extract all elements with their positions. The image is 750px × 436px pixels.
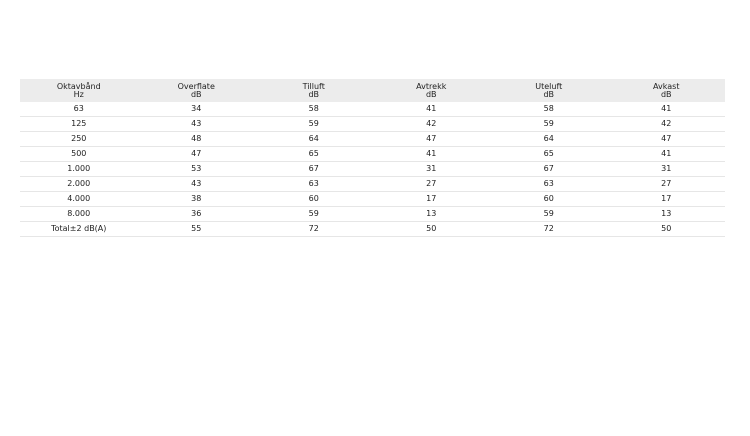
table-cell: 67 bbox=[255, 162, 373, 177]
table-cell: 58 bbox=[255, 102, 373, 117]
table-cell: 47 bbox=[373, 132, 491, 147]
table-cell: 13 bbox=[608, 207, 726, 222]
table-row bbox=[20, 102, 725, 117]
table-cell: 4.000 bbox=[20, 192, 138, 207]
table-row bbox=[20, 207, 725, 222]
header-row bbox=[20, 79, 725, 102]
table-cell: 36 bbox=[138, 207, 256, 222]
header-unit: dB bbox=[308, 89, 320, 99]
table-cell: 48 bbox=[138, 132, 256, 147]
table-header bbox=[20, 79, 725, 102]
header-unit: dB bbox=[425, 89, 437, 99]
header-supply-air bbox=[255, 79, 373, 102]
header-surface bbox=[138, 79, 256, 102]
header-label: Oktavbånd bbox=[56, 81, 101, 91]
table-cell: 2.000 bbox=[20, 177, 138, 192]
header-unit: Hz bbox=[73, 89, 84, 99]
table-cell: 63 bbox=[490, 177, 608, 192]
table-cell: 17 bbox=[608, 192, 726, 207]
table-cell: 47 bbox=[608, 132, 726, 147]
table-cell: 41 bbox=[373, 147, 491, 162]
table-row bbox=[20, 132, 725, 147]
table-row bbox=[20, 192, 725, 207]
table-cell: 63 bbox=[255, 177, 373, 192]
table-cell: 31 bbox=[373, 162, 491, 177]
table-row bbox=[20, 117, 725, 132]
header-octave-band bbox=[20, 79, 138, 102]
table-cell: 58 bbox=[490, 102, 608, 117]
header-exhaust-air bbox=[608, 79, 726, 102]
sound-level-table bbox=[20, 79, 725, 237]
table-cell: 50 bbox=[608, 222, 726, 237]
table-cell: 27 bbox=[608, 177, 726, 192]
header-extract-air bbox=[373, 79, 491, 102]
table-cell: 59 bbox=[490, 207, 608, 222]
table-cell: 13 bbox=[373, 207, 491, 222]
table-cell: 8.000 bbox=[20, 207, 138, 222]
table-cell: 50 bbox=[373, 222, 491, 237]
table-cell: 65 bbox=[255, 147, 373, 162]
table-cell: 72 bbox=[490, 222, 608, 237]
table-row bbox=[20, 162, 725, 177]
header-label: Tilluft bbox=[302, 81, 325, 91]
table-cell: 125 bbox=[20, 117, 138, 132]
header-unit: dB bbox=[543, 89, 555, 99]
table-cell: 43 bbox=[138, 177, 256, 192]
table-cell: 1.000 bbox=[20, 162, 138, 177]
header-label: Uteluft bbox=[535, 81, 563, 91]
header-label: Avkast bbox=[653, 81, 680, 91]
table-cell: 34 bbox=[138, 102, 256, 117]
table-cell: 17 bbox=[373, 192, 491, 207]
table-cell: 65 bbox=[490, 147, 608, 162]
table-cell: 42 bbox=[608, 117, 726, 132]
table-row bbox=[20, 147, 725, 162]
table-cell: 41 bbox=[608, 147, 726, 162]
header-unit: dB bbox=[660, 89, 672, 99]
header-label: Overflate bbox=[177, 81, 215, 91]
table-body bbox=[20, 102, 725, 237]
table-cell: 250 bbox=[20, 132, 138, 147]
table-cell: 31 bbox=[608, 162, 726, 177]
table-row-total bbox=[20, 222, 725, 237]
table-cell: 27 bbox=[373, 177, 491, 192]
table-cell: 59 bbox=[490, 117, 608, 132]
table-cell: 53 bbox=[138, 162, 256, 177]
table-cell: 64 bbox=[255, 132, 373, 147]
table-cell: 59 bbox=[255, 117, 373, 132]
table-cell: Total±2 dB(A) bbox=[20, 222, 138, 237]
table-cell: 60 bbox=[490, 192, 608, 207]
table-cell: 500 bbox=[20, 147, 138, 162]
table-cell: 47 bbox=[138, 147, 256, 162]
table-cell: 42 bbox=[373, 117, 491, 132]
table-row bbox=[20, 177, 725, 192]
header-outdoor-air bbox=[490, 79, 608, 102]
header-label: Avtrekk bbox=[416, 81, 447, 91]
table-cell: 55 bbox=[138, 222, 256, 237]
table-cell: 43 bbox=[138, 117, 256, 132]
table-cell: 41 bbox=[608, 102, 726, 117]
table-cell: 60 bbox=[255, 192, 373, 207]
table-cell: 64 bbox=[490, 132, 608, 147]
table-cell: 41 bbox=[373, 102, 491, 117]
table-cell: 67 bbox=[490, 162, 608, 177]
table-cell: 72 bbox=[255, 222, 373, 237]
table-cell: 38 bbox=[138, 192, 256, 207]
table-cell: 59 bbox=[255, 207, 373, 222]
header-unit: dB bbox=[190, 89, 202, 99]
table-cell: 63 bbox=[20, 102, 138, 117]
